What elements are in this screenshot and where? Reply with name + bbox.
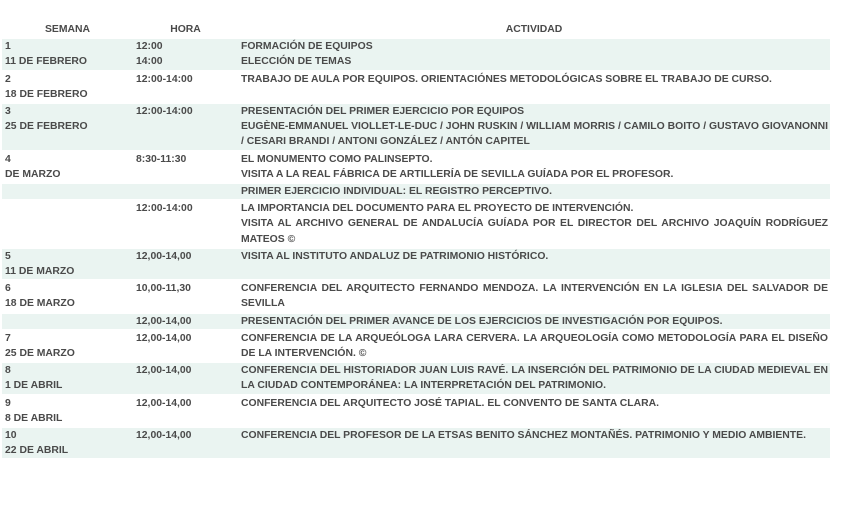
week-cell xyxy=(2,428,133,458)
activity-cell xyxy=(238,152,830,182)
table-row xyxy=(2,363,830,393)
header-hora: HORA xyxy=(170,24,201,35)
activity-cell-line: CONFERENCIA DEL ARQUITECTO JOSÉ TAPIAL. EL CONVENTO DE SANTA CLARA. xyxy=(241,397,659,409)
activity-cell xyxy=(238,104,830,150)
activity-cell-line: TRABAJO DE AULA POR EQUIPOS. ORIENTACIÓNES METODOLÓGICAS SOBRE EL TRABAJO DE CURSO. xyxy=(241,73,772,85)
week-cell-line: 10 xyxy=(5,430,17,442)
activity-cell-line: CONFERENCIA DE LA ARQUEÓLOGA LARA CERVERA. LA ARQUEOLOGÍA COMO METODOLOGÍA PARA EL DISEÑO DE LA INTERVENCIÓN. © xyxy=(241,332,828,360)
table-row xyxy=(2,281,830,311)
activity-cell xyxy=(238,72,830,102)
table-row xyxy=(2,39,830,69)
week-cell xyxy=(2,314,133,329)
schedule-table xyxy=(2,20,830,460)
week-cell-line: 3 xyxy=(5,106,11,118)
time-cell xyxy=(133,152,238,182)
time-cell-line: 14:00 xyxy=(136,56,163,68)
time-cell xyxy=(133,428,238,458)
activity-cell xyxy=(238,201,830,247)
table-row xyxy=(2,152,830,182)
week-cell-line: 1 xyxy=(5,41,11,53)
week-cell xyxy=(2,39,133,69)
week-cell-line: DE MARZO xyxy=(5,168,61,180)
week-cell-line: 11 DE MARZO xyxy=(5,266,75,278)
activity-cell-line: VISITA AL ARCHIVO GENERAL DE ANDALUCÍA GUÍADA POR EL DIRECTOR DEL ARCHIVO JOAQUÍN RODRÍGUEZ MATEOS © xyxy=(241,218,828,245)
week-cell-line: 4 xyxy=(5,153,11,165)
week-cell-line: 5 xyxy=(5,250,11,262)
week-cell xyxy=(2,363,133,393)
time-cell-line: 12,00-14,00 xyxy=(136,430,192,442)
header-row xyxy=(2,22,830,37)
time-cell xyxy=(133,201,238,247)
week-cell-line: 9 xyxy=(5,397,11,409)
time-cell xyxy=(133,249,238,279)
table-row xyxy=(2,72,830,102)
activity-cell-line: PRESENTACIÓN DEL PRIMER EJERCICIO POR EQUIPOS xyxy=(241,106,525,118)
time-cell-line: 12,00-14,00 xyxy=(136,397,192,409)
time-cell xyxy=(133,72,238,102)
week-cell-line: 8 xyxy=(5,365,11,377)
time-cell xyxy=(133,104,238,150)
activity-cell-line: CONFERENCIA DEL ARQUITECTO FERNANDO MENDOZA. LA INTERVENCIÓN EN LA IGLESIA DEL SALVADOR DE SEVILLA xyxy=(241,283,828,310)
table-row xyxy=(2,104,830,150)
table-row xyxy=(2,428,830,458)
activity-cell-line: FORMACIÓN DE EQUIPOS xyxy=(241,41,373,53)
table-row xyxy=(2,249,830,279)
time-cell-line: 10,00-11,30 xyxy=(136,283,191,295)
time-cell-line: 12:00-14:00 xyxy=(136,73,193,85)
week-cell-line: 8 DE ABRIL xyxy=(5,412,63,424)
activity-cell-line: LA IMPORTANCIA DEL DOCUMENTO PARA EL PROYECTO DE INTERVENCIÓN. xyxy=(241,203,634,215)
activity-cell-line: ELECCIÓN DE TEMAS xyxy=(241,56,352,68)
week-cell-line: 7 xyxy=(5,332,11,344)
week-cell-line: 18 DE FEBRERO xyxy=(5,88,88,100)
week-cell-line: 22 DE ABRIL xyxy=(5,445,69,457)
week-cell xyxy=(2,249,133,279)
activity-cell-line: PRESENTACIÓN DEL PRIMER AVANCE DE LOS EJERCICIOS DE INVESTIGACIÓN POR EQUIPOS. xyxy=(241,315,723,327)
week-cell xyxy=(2,184,133,199)
time-cell-line: 8:30-11:30 xyxy=(136,153,187,165)
header-actividad: ACTIVIDAD xyxy=(505,24,563,35)
activity-cell xyxy=(238,249,830,279)
week-cell-line: 6 xyxy=(5,283,11,295)
schedule-body xyxy=(2,39,830,458)
activity-cell-line: CONFERENCIA DEL PROFESOR DE LA ETSAS BENITO SÁNCHEZ MONTAÑÉS. PATRIMONIO Y MEDIO AMBIENTE. xyxy=(241,430,806,442)
week-cell xyxy=(2,331,133,361)
week-cell-line: 11 DE FEBRERO xyxy=(5,56,87,68)
table-row xyxy=(2,314,830,329)
activity-cell xyxy=(238,39,830,69)
week-cell xyxy=(2,152,133,182)
time-cell-line: 12:00-14:00 xyxy=(136,106,193,118)
week-cell xyxy=(2,281,133,311)
week-cell-line: 25 DE FEBRERO xyxy=(5,121,88,133)
table-row xyxy=(2,184,830,199)
time-cell-line: 12,00-14,00 xyxy=(136,315,192,327)
week-cell-line: 2 xyxy=(5,73,11,85)
week-cell xyxy=(2,201,133,247)
week-cell-line: 18 DE MARZO xyxy=(5,298,75,310)
time-cell-line: 12:00 xyxy=(136,41,163,53)
table-row xyxy=(2,331,830,361)
activity-cell-line: VISITA AL INSTITUTO ANDALUZ DE PATRIMONIO HISTÓRICO. xyxy=(241,250,549,262)
time-cell xyxy=(133,281,238,311)
week-cell xyxy=(2,396,133,426)
time-cell-line: 12:00-14:00 xyxy=(136,203,193,215)
time-cell xyxy=(133,363,238,393)
week-cell-line: 25 DE MARZO xyxy=(5,348,75,360)
header-semana: SEMANA xyxy=(44,24,91,35)
time-cell xyxy=(133,39,238,69)
activity-cell xyxy=(238,331,830,361)
week-cell xyxy=(2,72,133,102)
time-cell xyxy=(133,314,238,329)
time-cell xyxy=(133,331,238,361)
activity-cell xyxy=(238,281,830,311)
activity-cell xyxy=(238,396,830,426)
time-cell xyxy=(133,184,238,199)
activity-cell-line: EUGÈNE-EMMANUEL VIOLLET-LE-DUC / JOHN RUSKIN / WILLIAM MORRIS / CAMILO BOITO / GUSTAVO GIOVANONNI / CESARI BRANDI / ANTONI GONZÁLEZ / ANTÓN CAPITEL xyxy=(241,121,828,148)
activity-cell xyxy=(238,363,830,393)
week-cell-line: 1 DE ABRIL xyxy=(5,380,63,392)
activity-cell-line: PRIMER EJERCICIO INDIVIDUAL: EL REGISTRO PERCEPTIVO. xyxy=(241,186,552,198)
table-row xyxy=(2,201,830,247)
time-cell-line: 12,00-14,00 xyxy=(136,250,192,262)
week-cell xyxy=(2,104,133,150)
table-row xyxy=(2,396,830,426)
activity-cell-line: CONFERENCIA DEL HISTORIADOR JUAN LUIS RAVÉ. LA INSERCIÓN DEL PATRIMONIO DE LA CIUDAD MEDIEVAL EN LA CIUDAD CONTEMPORÁNEA: LA INTERPRETACIÓN DEL PATRIMONIO. xyxy=(241,365,828,392)
activity-cell xyxy=(238,184,830,199)
activity-cell-line: VISITA A LA REAL FÁBRICA DE ARTILLERÍA DE SEVILLA GUÍADA POR EL PROFESOR. xyxy=(241,168,674,180)
time-cell xyxy=(133,396,238,426)
activity-cell xyxy=(238,314,830,329)
activity-cell-line: EL MONUMENTO COMO PALINSEPTO. xyxy=(241,153,433,165)
time-cell-line: 12,00-14,00 xyxy=(136,365,192,377)
activity-cell xyxy=(238,428,830,458)
time-cell-line: 12,00-14,00 xyxy=(136,332,192,344)
